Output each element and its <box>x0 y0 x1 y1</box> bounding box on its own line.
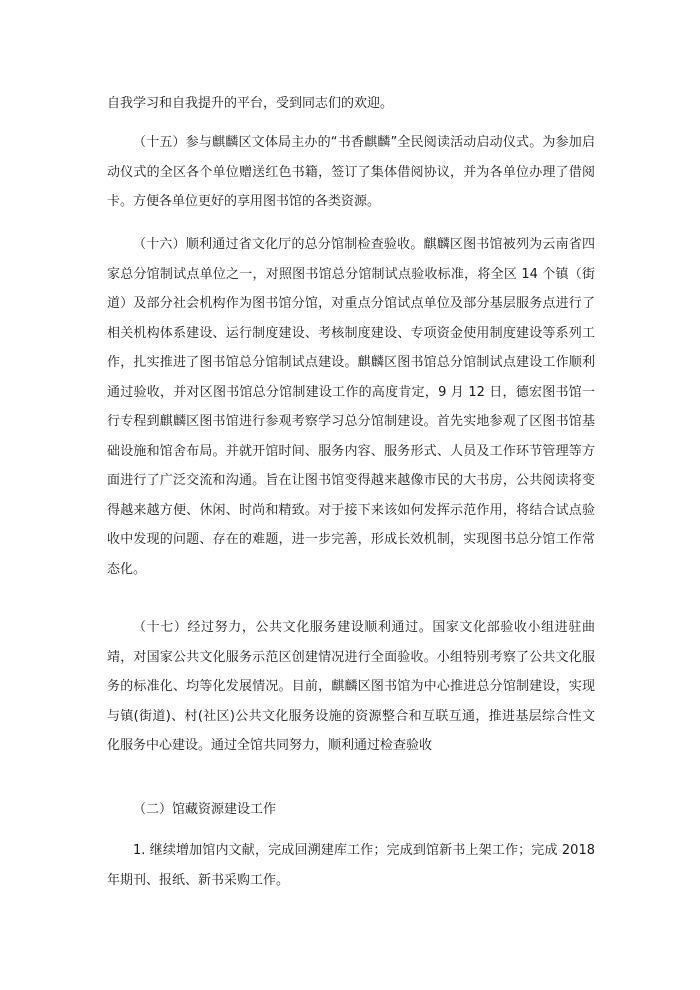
paragraph-continuation: 自我学习和自我提升的平台，受到同志们的欢迎。 <box>107 96 394 111</box>
paragraph-item-1: 1. 继续增加馆内文献，完成回溯建库工作；完成到馆新书上架工作；完成 2018 年期刊、报纸、新书采购工作。 <box>107 843 595 888</box>
paragraph-item-16: （十六）顺利通过省文化厅的总分馆制检查验收。麒麟区图书馆被列为云南省四家总分馆制试点单位之一，对照图书馆总分馆制试点验收标准，将全区 14 个镇（街道）及部分社会机构作为图书馆分馆，对重点分馆试点单位及部分基层服务点进行了相关机构体系建设、运行制度建设、考核制度建设、专项资金使用制度建设等系列工作，扎实推进了图书馆总分馆制试点建设。麒麟区图书馆总分馆制试点建设工作顺利通过验收，并对区图书馆总分馆制建设工作的高度肯定，9 月 12 日，德宏图书馆一行专程到麒麟区图书馆进行参观考察学习总分馆制建设。首先实地参观了区图书馆基础设施和馆舍布局。并就开馆时间、服务内容、服务形式、人员及工作环节管理等方面进行了广泛交流和沟通。旨在让图书馆变得越来越像市民的大书房，公共阅读将变得越来越方便、休闲、时尚和精致。对于接下来该如何发挥示范作用，将结合试点验收中发现的问题、存在的难题，进一步完善，形成长效机制，实现图书总分馆工作常态化。 <box>107 237 595 577</box>
paragraph-item-15: （十五）参与麒麟区文体局主办的“书香麒麟”全民阅读活动启动仪式。为参加启动仪式的全区各个单位赠送红色书籍，签订了集体借阅协议，并为各单位办理了借阅卡。方便各单位更好的享用图书馆的各类资源。 <box>107 135 595 209</box>
paragraph-item-17: （十七）经过努力，公共文化服务建设顺利通过。国家文化部验收小组进驻曲靖，对国家公共文化服务示范区创建情况进行全面验收。小组特别考察了公共文化服务的标准化、均等化发展情况。目前，麒麟区图书馆为中心推进总分馆制建设，实现与镇(街道)、村(社区)公共文化服务设施的资源整合和互联互通，推进基层综合性文化服务中心建设。通过全馆共同努力，顺利通过检查验收 <box>107 620 595 753</box>
section-heading: （二）馆藏资源建设工作 <box>133 802 277 817</box>
